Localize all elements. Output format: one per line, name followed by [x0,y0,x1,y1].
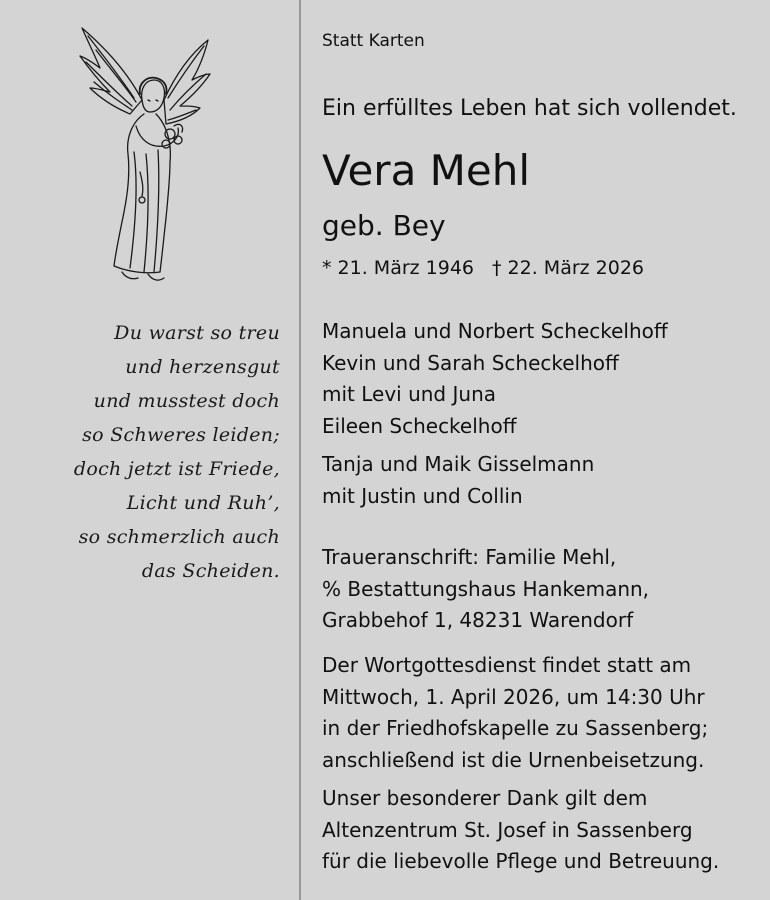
thanks-note [322,783,719,878]
service-line: Mittwoch, 1. April 2026, um 14:30 Uhr [322,684,705,709]
family-line: mit Levi und Juna [322,382,496,406]
poem-line: so Schweres leiden; [82,424,280,446]
life-dates [322,257,644,279]
family-line: Manuela und Norbert Scheckelhoff [322,319,668,343]
family-line: mit Justin und Collin [322,483,523,508]
poem-line: so schmerzlich auch [78,526,280,548]
death-date: † 22. März 2026 [492,257,645,279]
subtitle: Ein erfülltes Leben hat sich vollendet. [322,96,737,121]
service-information [322,650,708,776]
poem-line: und musstest doch [93,390,280,412]
family-line: Tanja und Maik Gisselmann [322,452,595,476]
poem-line: doch jetzt ist Friede, [73,458,280,480]
poem-line: Du warst so treu [114,322,280,344]
family-line: Kevin und Sarah Scheckelhoff [322,350,619,375]
header-small: Statt Karten [322,31,425,51]
poem-line: Licht und Ruh’, [126,492,280,514]
maiden-name: geb. Bey [322,209,446,242]
address-line: Grabbehof 1, 48231 Warendorf [322,608,634,632]
family-group-1 [322,316,668,442]
service-line: in der Friedhofskapelle zu Sassenberg; [322,716,709,740]
service-line: Der Wortgottesdienst findet statt am [322,653,692,677]
thanks-line: Altenzentrum St. Josef in Sassenberg [322,817,693,842]
poem-line: das Scheiden. [141,560,280,582]
thanks-line: für die liebevolle Pflege und Betreuung. [322,849,720,873]
poem-line: und herzensgut [125,356,280,378]
memorial-poem [10,316,280,588]
angel-illustration [70,22,220,292]
mourning-address [322,542,649,637]
birth-date: * 21. März 1946 [322,257,475,279]
service-line: anschließend ist die Urnenbeisetzung. [322,747,705,772]
deceased-name: Vera Mehl [322,146,531,195]
family-group-2 [322,449,594,512]
column-divider [299,0,301,900]
thanks-line: Unser besonderer Dank gilt dem [322,786,648,810]
address-line: Traueranschrift: Familie Mehl, [322,545,617,569]
address-line: % Bestattungshaus Hankemann, [322,576,650,601]
family-line: Eileen Scheckelhoff [322,413,517,438]
